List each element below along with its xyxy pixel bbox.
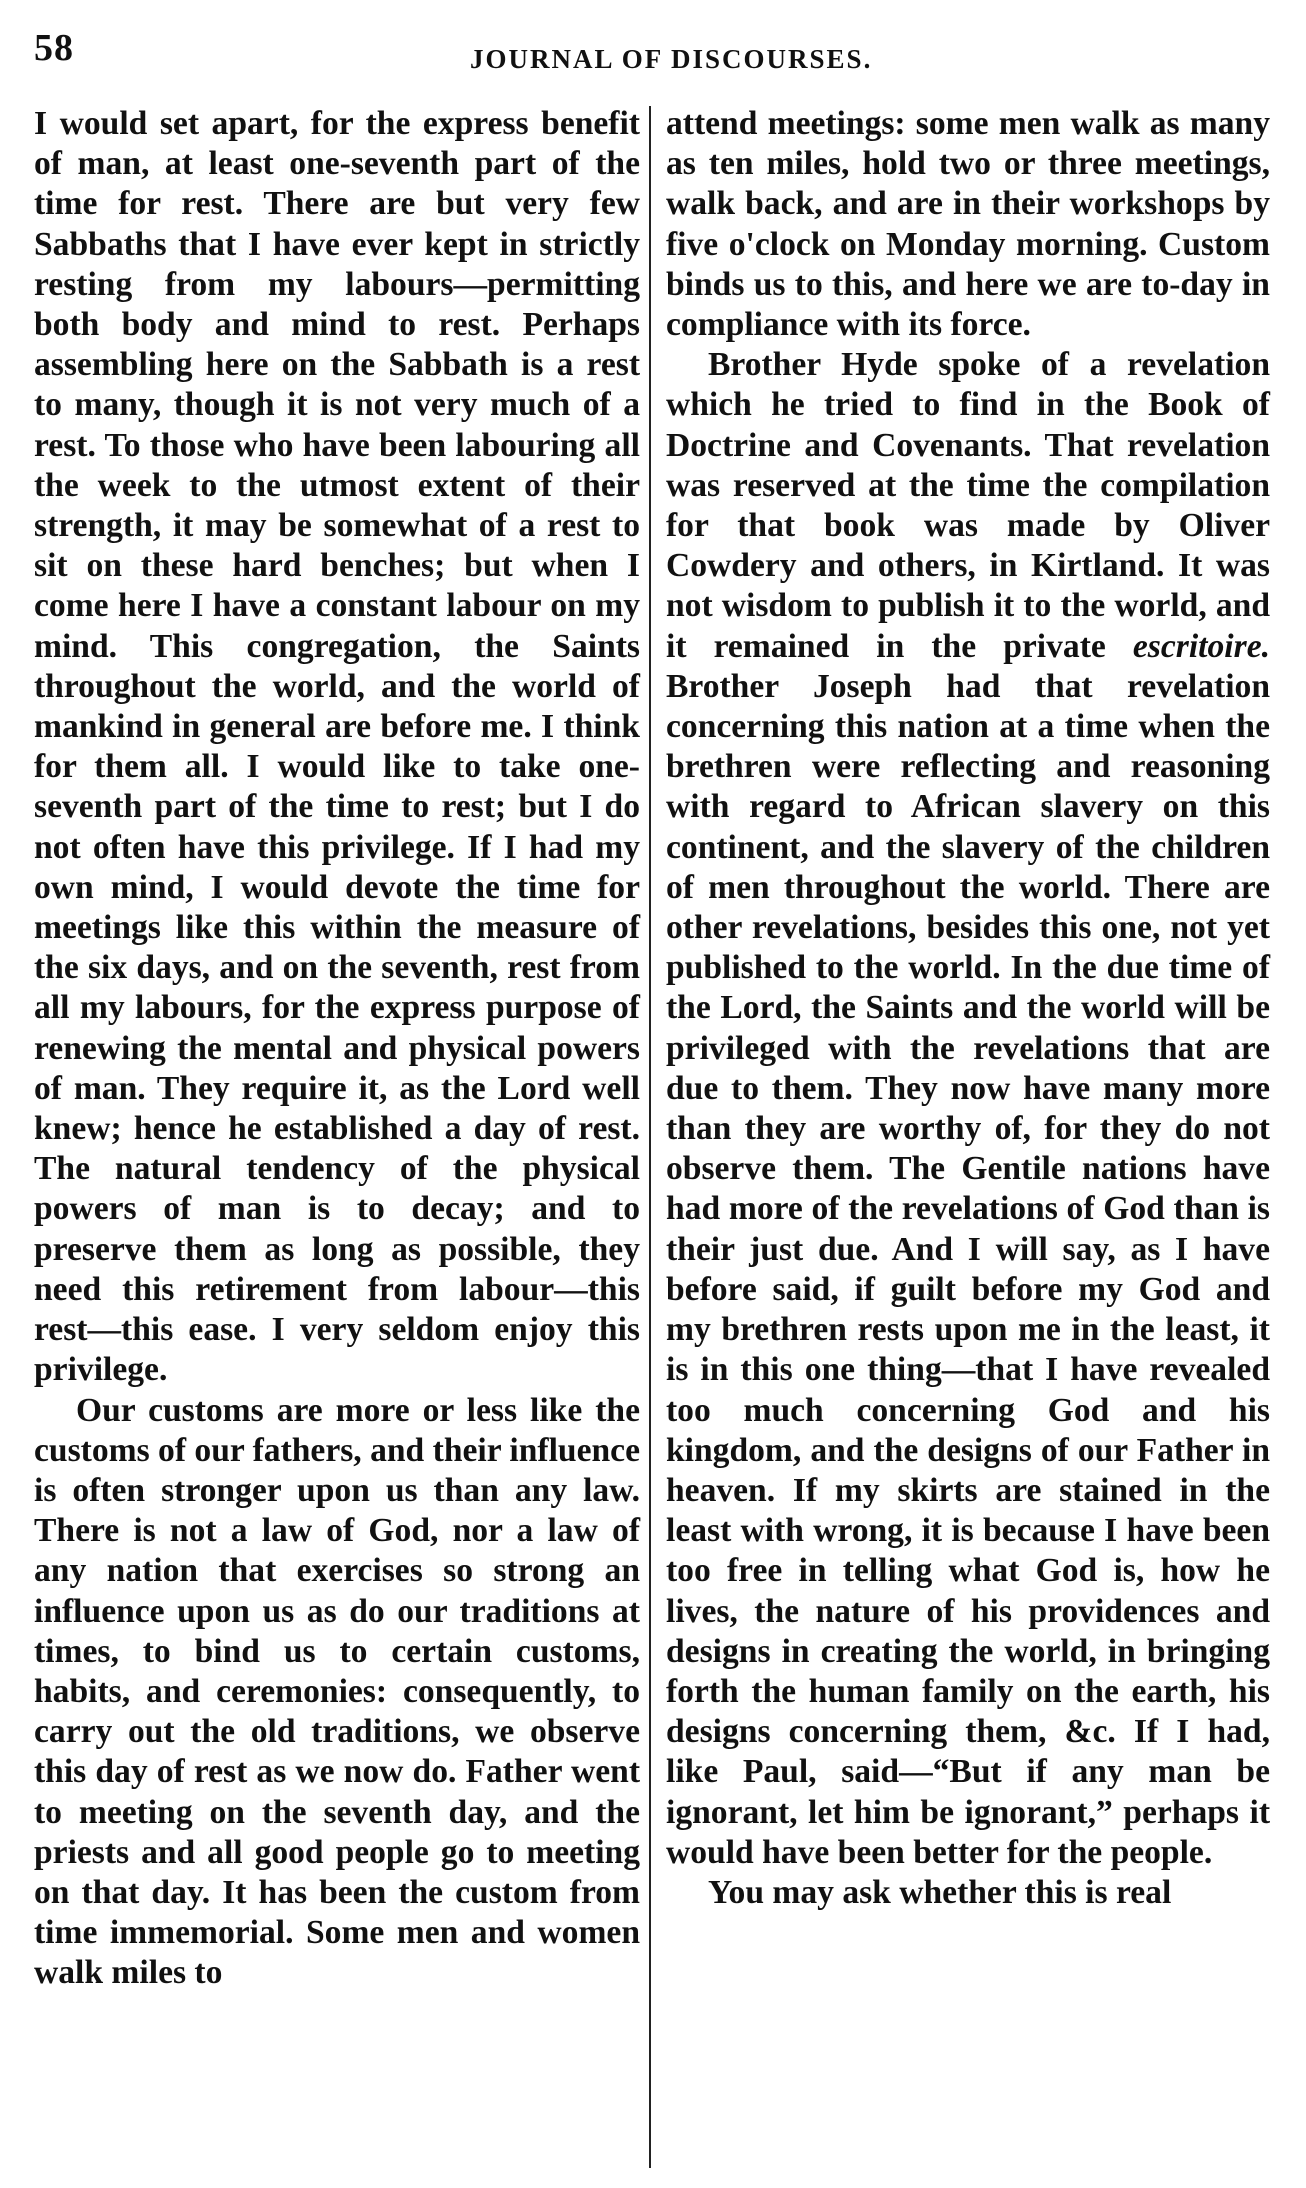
column-divider xyxy=(649,106,651,2168)
italic-word-escritoire: escritoire. xyxy=(1132,627,1270,665)
right-paragraph-2 xyxy=(666,345,1270,1873)
left-paragraph-2: Our customs are more or less like the customs of our fathers, and their influence is often stronger upon us than any law. There is not a law of God, nor a law of any nation that exercises so strong an influence upon us as do our traditions at times, to bind us to certain customs, habits, and ceremonies: consequently, to carry out the old traditions, we observe this day of rest as we now do. Father went to meeting on the seventh day, and the priests and all good people go to meeting on that day. It has been the custom from time immemorial. Some men and women walk miles to xyxy=(34,1391,640,1992)
page-header xyxy=(34,26,1274,76)
right-paragraph-3: You may ask whether this is real xyxy=(708,1873,1172,1911)
page-number: 58 xyxy=(34,27,74,69)
right-paragraph-1: attend meetings: some men walk as many as ten miles, hold two or three meetings, walk back, and are in their workshops by five o'clock on Monday morning. Custom binds us to this, and here we are to-day in compliance with its force. xyxy=(666,105,1270,344)
right-column xyxy=(666,104,1270,1913)
right-paragraph-2-part-1: Brother Hyde spoke of a revelation which he tried to find in the Book of Doctrine and Covenants. That revelation was reserved at the time the compilation for that book was made by Oliver Cowdery and others, in Kirtland. It was not wisdom to publish it to the world, and it remained in the private xyxy=(666,346,1270,665)
left-paragraph-1: I would set apart, for the express benefit of man, at least one-seventh part of the time for rest. There are but very few Sabbaths that I have ever kept in strictly resting from my labours—permitting both body and mind to rest. Perhaps assembling here on the Sabbath is a rest to many, though it is not very much of a rest. To those who have been labouring all the week to the utmost extent of their strength, it may be somewhat of a rest to sit on these hard benches; but when I come here I have a constant labour on my mind. This congregation, the Saints throughout the world, and the world of mankind in general are before me. I think for them all. I would like to take one-seventh part of the time to rest; but I do not often have this privilege. If I had my own mind, I would devote the time for meetings like this within the measure of the six days, and on the seventh, rest from all my labours, for the express purpose of renewing the mental and physical powers of man. They require it, as the Lord well knew; hence he established a day of rest. The natural tendency of the physical powers of man is to decay; and to preserve them as long as possible, they need this retirement from labour—this rest—this ease. I very seldom enjoy this privilege. xyxy=(34,105,640,1389)
right-paragraph-2-part-2: Brother Joseph had that revelation concerning this nation at a time when the brethren were reflecting and reasoning with regard to African slavery on this continent, and the slavery of the children of men throughout the world. There are other revelations, besides this one, not yet published to the world. In the due time of the Lord, the Saints and the world will be privileged with the revelations that are due to them. They now have many more than they are worthy of, for they do not observe them. The Gentile nations have had more of the revelations of God than is their just due. And I will say, as I have before said, if guilt before my God and my brethren rests upon me in the least, it is in this one thing—that I have revealed too much concerning God and his kingdom, and the designs of our Father in heaven. If my skirts are stained in the least with wrong, it is because I have been too free in telling what God is, how he lives, the nature of his providences and designs in creating the world, in bringing forth the human family on the earth, his designs concerning them, &c. If I had, like Paul, said—“But if any man be ignorant, let him be ignorant,” perhaps it would have been better for the people. xyxy=(666,667,1270,1871)
running-title: JOURNAL OF DISCOURSES. xyxy=(470,44,873,74)
left-column xyxy=(34,104,640,1994)
